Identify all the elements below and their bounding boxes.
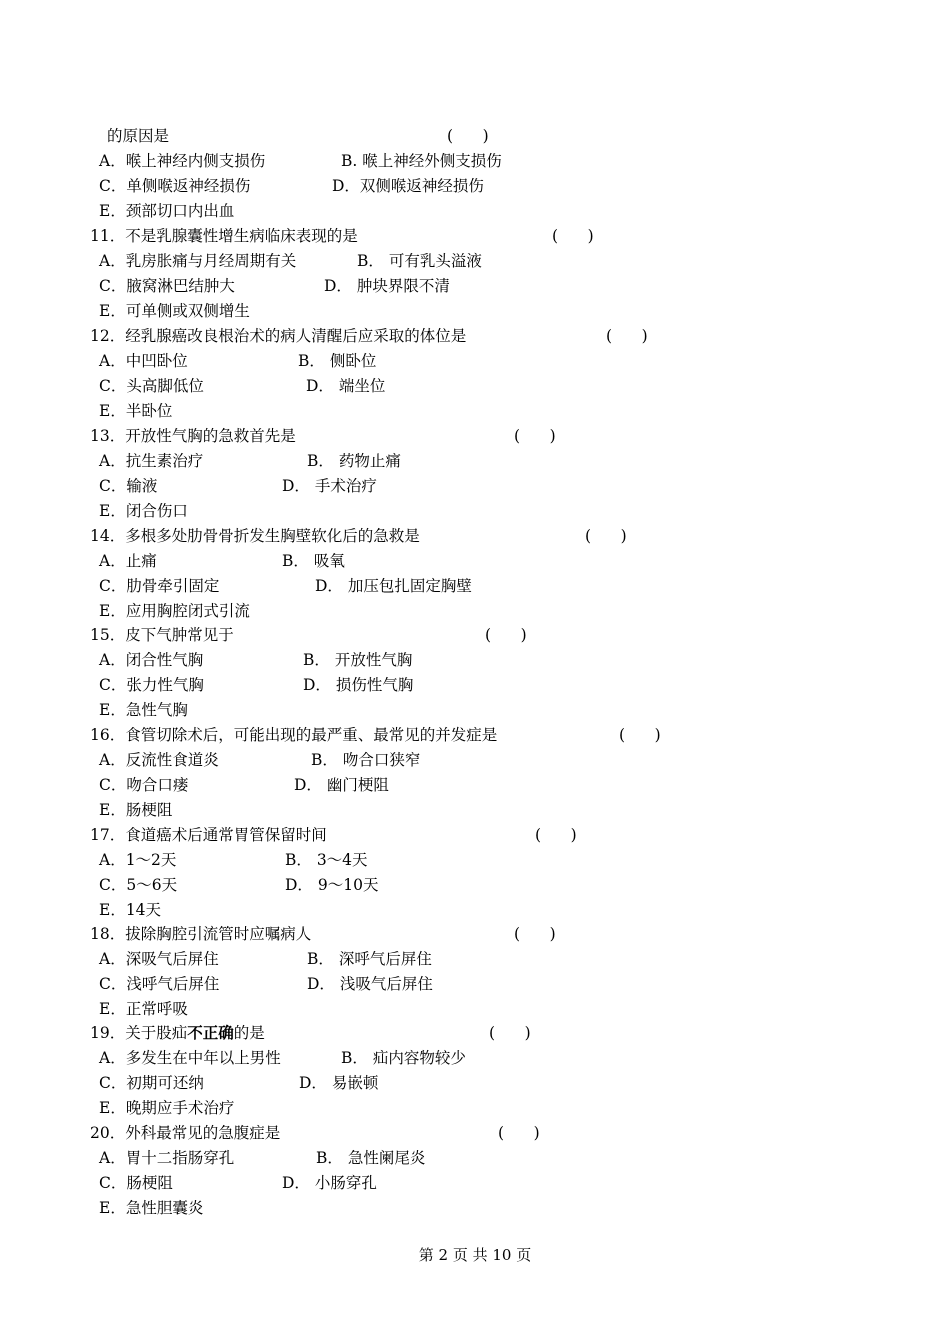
option-d: D． 端坐位 — [306, 377, 386, 395]
page-number-footer: 第 2 页 共 10 页 — [418, 1246, 532, 1264]
option-a: A．闭合性气胸 — [99, 651, 204, 669]
answer-blank: ( ) — [498, 1124, 540, 1142]
answer-blank: ( ) — [585, 527, 627, 545]
option-c: C．吻合口瘘 — [99, 776, 189, 794]
option-a: A．胃十二指肠穿孔 — [99, 1149, 235, 1167]
question-stem-text: 14．多根多处肋骨骨折发生胸壁软化后的急救是 — [90, 527, 420, 545]
option-c: C．腋窝淋巴结肿大 — [99, 277, 235, 295]
option-b: B． 开放性气胸 — [303, 651, 413, 669]
answer-blank: ( ) — [606, 327, 648, 345]
question-stem-text: 18．拔除胸腔引流管时应嘱病人 — [90, 925, 312, 943]
option-d: D．双侧喉返神经损伤 — [332, 177, 484, 195]
option-e: E．14天 — [99, 901, 162, 919]
question-stem-prefix: 19．关于股疝 — [90, 1024, 188, 1042]
option-a: A．深吸气后屏住 — [99, 950, 219, 968]
option-b: B． 3～4天 — [285, 851, 368, 869]
answer-blank: ( ) — [447, 127, 489, 145]
question-stem-text: 的原因是 — [107, 127, 170, 145]
option-b: B． 深呼气后屏住 — [307, 950, 432, 968]
option-a: A．中凹卧位 — [99, 352, 188, 370]
question-stem-text: 20．外科最常见的急腹症是 — [90, 1124, 281, 1142]
question-stem-text: 12．经乳腺癌改良根治术的病人清醒后应采取的体位是 — [90, 327, 467, 345]
option-a: A．喉上神经内侧支损伤 — [99, 152, 266, 170]
emphasis-text: 不正确 — [187, 1024, 234, 1042]
option-a: A．乳房胀痛与月经周期有关 — [99, 252, 297, 270]
option-d: D． 损伤性气胸 — [303, 676, 414, 694]
option-b: B. 喉上神经外侧支损伤 — [341, 152, 502, 170]
question-stem-text: 11．不是乳腺囊性增生病临床表现的是 — [90, 227, 358, 245]
option-b: B． 吸氧 — [282, 552, 345, 570]
answer-blank: ( ) — [514, 427, 556, 445]
option-d: D． 9～10天 — [285, 876, 379, 894]
answer-blank: ( ) — [552, 227, 594, 245]
option-c: C．肠梗阻 — [99, 1174, 173, 1192]
answer-blank: ( ) — [619, 726, 661, 744]
option-e: E．急性胆囊炎 — [99, 1199, 204, 1217]
option-e: E．颈部切口内出血 — [99, 202, 235, 220]
option-e: E．闭合伤口 — [99, 502, 188, 520]
answer-blank: ( ) — [535, 826, 577, 844]
option-b: B． 侧卧位 — [298, 352, 377, 370]
option-e: E．可单侧或双侧增生 — [99, 302, 250, 320]
option-d: D． 小肠穿孔 — [282, 1174, 377, 1192]
answer-blank: ( ) — [485, 626, 527, 644]
option-e: E．应用胸腔闭式引流 — [99, 602, 250, 620]
option-d: D． 肿块界限不清 — [324, 277, 450, 295]
question-stem-suffix: 的是 — [233, 1024, 265, 1042]
option-c: C．头高脚低位 — [99, 377, 204, 395]
option-d: D． 幽门梗阻 — [294, 776, 389, 794]
question-stem-text: 16．食管切除术后，可能出现的最严重、最常见的并发症是 — [90, 726, 498, 744]
option-e: E．正常呼吸 — [99, 1000, 188, 1018]
option-b: B． 可有乳头溢液 — [357, 252, 482, 270]
option-c: C．单侧喉返神经损伤 — [99, 177, 251, 195]
option-e: E．晚期应手术治疗 — [99, 1099, 235, 1117]
question-stem-text — [90, 1021, 265, 1045]
option-d: D． 加压包扎固定胸壁 — [315, 577, 472, 595]
question-stem-text: 13．开放性气胸的急救首先是 — [90, 427, 296, 445]
option-c: C．初期可还纳 — [99, 1074, 204, 1092]
option-a: A．止痛 — [99, 552, 157, 570]
question-stem-text: 15．皮下气肿常见于 — [90, 626, 234, 644]
option-a: A．1～2天 — [99, 851, 177, 869]
option-a: A．多发生在中年以上男性 — [99, 1049, 281, 1067]
option-b: B． 吻合口狭窄 — [311, 751, 421, 769]
option-a: A．反流性食道炎 — [99, 751, 219, 769]
option-c: C．张力性气胸 — [99, 676, 204, 694]
option-c: C．5～6天 — [99, 876, 178, 894]
option-d: D． 手术治疗 — [282, 477, 377, 495]
answer-blank: ( ) — [489, 1024, 531, 1042]
option-a: A．抗生素治疗 — [99, 452, 204, 470]
option-e: E．半卧位 — [99, 402, 173, 420]
option-e: E．急性气胸 — [99, 701, 188, 719]
option-e: E．肠梗阻 — [99, 801, 173, 819]
question-stem-text: 17．食道癌术后通常胃管保留时间 — [90, 826, 327, 844]
option-c: C．浅呼气后屏住 — [99, 975, 220, 993]
option-d: D． 易嵌顿 — [299, 1074, 379, 1092]
answer-blank: ( ) — [514, 925, 556, 943]
option-b: B． 药物止痛 — [307, 452, 401, 470]
option-b: B． 疝内容物较少 — [341, 1049, 466, 1067]
option-c: C．肋骨牵引固定 — [99, 577, 220, 595]
option-b: B． 急性阑尾炎 — [316, 1149, 426, 1167]
option-c: C．输液 — [99, 477, 158, 495]
option-d: D． 浅吸气后屏住 — [307, 975, 433, 993]
